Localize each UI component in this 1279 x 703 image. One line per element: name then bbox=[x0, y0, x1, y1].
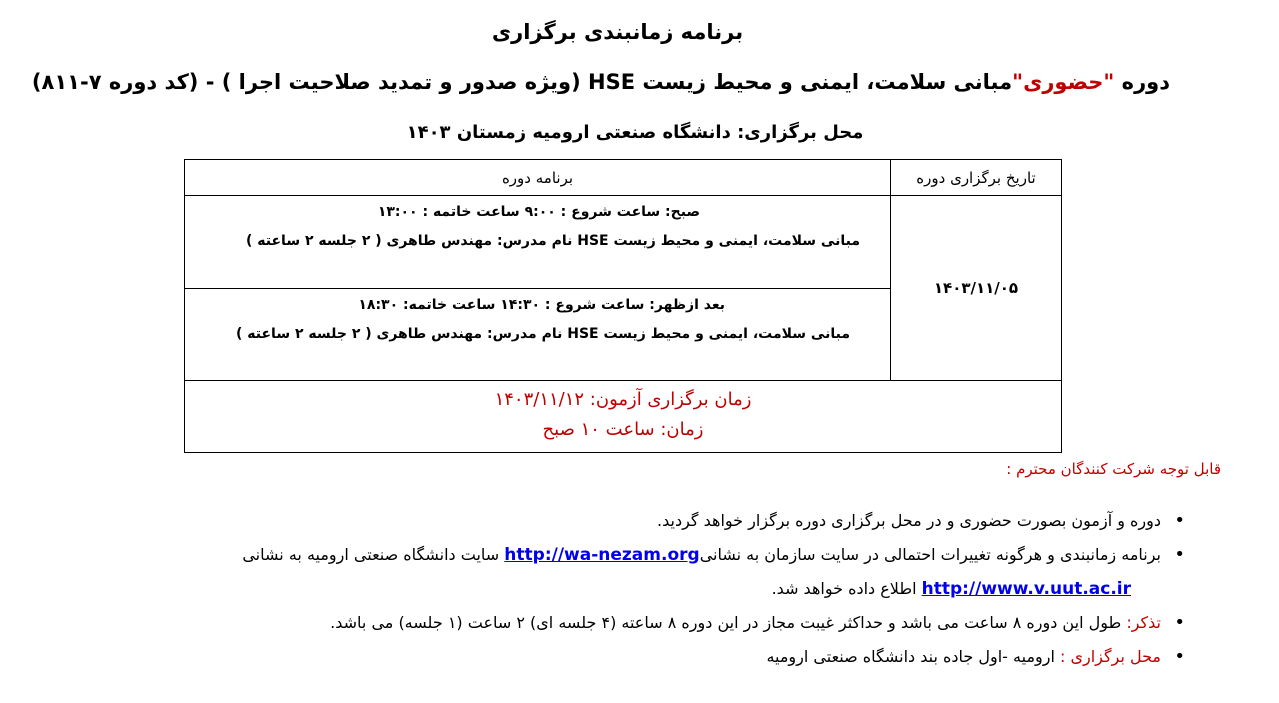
course-prefix: دوره bbox=[1114, 70, 1170, 94]
exam-time: زمان: ساعت ۱۰ صبح bbox=[542, 419, 704, 441]
org-site-link[interactable]: http://wa-nezam.org bbox=[504, 545, 700, 565]
list-item bbox=[11, 640, 1161, 674]
university-site-link[interactable]: http://www.v.uut.ac.ir bbox=[921, 579, 1131, 599]
venue-line: محل برگزاری: دانشگاه صنعتی ارومیه زمستان ۱۴۰۳ bbox=[406, 122, 864, 143]
notes-list bbox=[11, 504, 1161, 674]
exam-date: زمان برگزاری آزمون: ۱۴۰۳/۱۱/۱۲ bbox=[494, 389, 752, 411]
note-label: محل برگزاری : bbox=[1060, 647, 1161, 666]
exam-info bbox=[185, 381, 1062, 453]
course-name: مبانی سلامت، ایمنی و محیط زیست HSE (ویژه صدور و تمدید صلاحیت اجرا ) - (کد دوره ۷-۸۱۱) bbox=[31, 70, 1013, 94]
list-item: • دوره و آزمون بصورت حضوری و در محل برگزاری دوره برگزار خواهد گردید. bbox=[11, 504, 1161, 538]
note-text: طول این دوره ۸ ساعت می باشد و حداکثر غیبت مجاز در این دوره ۸ ساعته (۴ جلسه ای) ۲ ساعت (۱ جلسه) می باشد. bbox=[330, 613, 1127, 632]
session-afternoon bbox=[185, 288, 891, 381]
note-label: تذکر: bbox=[1126, 613, 1161, 632]
session-detail: مبانی سلامت، ایمنی و محیط زیست HSE نام مدرس: مهندس طاهری ( ۲ جلسه ۲ ساعته ) bbox=[236, 325, 850, 342]
program-column-header: برنامه دوره bbox=[185, 160, 891, 196]
note-text: ارومیه -اول جاده بند دانشگاه صنعتی ارومیه bbox=[766, 647, 1060, 666]
course-title bbox=[31, 70, 1170, 94]
note-text: اطلاع داده خواهد شد. bbox=[771, 579, 922, 598]
session-time: بعد ازظهر: ساعت شروع : ۱۴:۳۰ ساعت خاتمه: ۱۸:۳۰ bbox=[358, 296, 725, 313]
session-time: صبح: ساعت شروع : ۹:۰۰ ساعت خاتمه : ۱۳:۰۰ bbox=[377, 204, 700, 221]
note-text: سایت دانشگاه صنعتی ارومیه به نشانی bbox=[242, 545, 505, 564]
date-column-header: تاریخ برگزاری دوره bbox=[891, 160, 1062, 196]
course-date: ۱۴۰۳/۱۱/۰۵ bbox=[891, 196, 1062, 381]
list-item bbox=[11, 538, 1161, 606]
session-morning bbox=[185, 196, 891, 289]
note-text: برنامه زمانبندی و هرگونه تغییرات احتمالی در سایت سازمان به نشانی bbox=[699, 545, 1161, 564]
list-item bbox=[11, 606, 1161, 640]
session-detail: مبانی سلامت، ایمنی و محیط زیست HSE نام مدرس: مهندس طاهری ( ۲ جلسه ۲ ساعته ) bbox=[246, 233, 860, 250]
notice-heading: قابل توجه شرکت کنندگان محترم : bbox=[1006, 460, 1221, 478]
page-title: برنامه زمانبندی برگزاری bbox=[491, 20, 744, 44]
schedule-table bbox=[184, 159, 1062, 453]
course-mode: "حضوری" bbox=[1012, 70, 1115, 94]
